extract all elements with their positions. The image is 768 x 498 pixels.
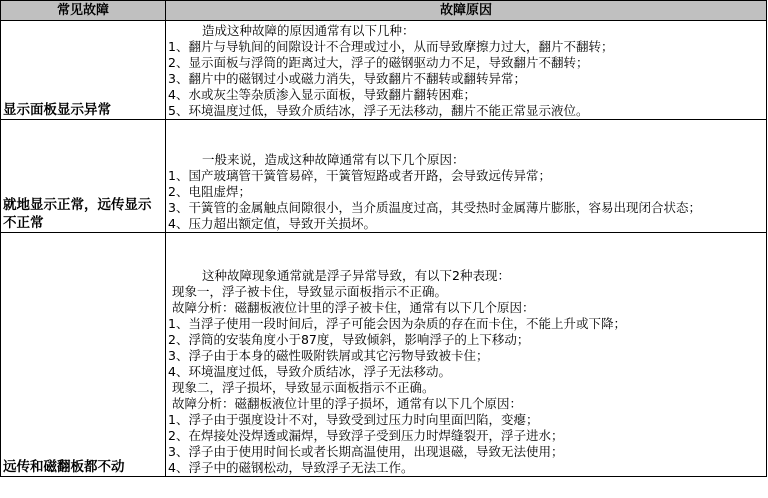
cause-item: 2、显示面板与浮筒的距离过大，浮子的磁钢驱动力不足，导致翻片不翻转； [168,55,589,70]
cause-item: 4、环境温度过低，导致介质结冰，浮子无法移动。 [168,364,451,379]
cause-item: 5、环境温度过低，导致介质结冰，浮子无法移动，翻片不能正常显示液位。 [168,103,589,118]
table-row [1,233,767,477]
header-row [1,1,767,21]
table-row [1,21,767,120]
cause-item: 2、在焊接处没焊透或漏焊，导致浮子受到压力时焊缝裂开，浮子进水； [168,428,564,443]
analysis-heading: 故障分析：磁翻板液位计里的浮子损坏，通常有以下几个原因： [172,396,523,411]
cause-intro: 一般来说，造成这种故障通常有以下几个原因： [202,152,465,167]
cause-item: 2、浮筒的安装角度小于87度，导致倾斜，影响浮子的上下移动； [168,332,530,347]
cause-item: 3、浮子由于使用时间长或者长期高温使用，出现退磁，导致无法使用； [168,444,564,459]
fault-name-cell: 就地显示正常，远传显示不正常 [1,120,166,233]
cause-item: 4、压力超出额定值，导致开关损坏。 [168,216,376,231]
header-common-fault: 常见故障 [1,1,166,21]
cause-item: 3、干簧管的金属触点间隙很小，当介质温度过高，其受热时金属薄片膨胀，容易出现闭合状态； [168,200,701,215]
header-fault-cause: 故障原因 [166,1,767,21]
cause-cell [166,233,767,477]
analysis-heading: 故障分析：磁翻板液位计里的浮子被卡住，通常有以下几个原因： [172,300,535,315]
cause-item: 1、浮子由于强度设计不对，导致受到过压力时向里面凹陷，变瘪； [168,412,539,427]
cause-intro: 这种故障现象通常就是浮子异常导致，有以下2种表现： [202,268,510,283]
phenomenon-heading: 现象二，浮子损坏，导致显示面板指示不正确。 [172,380,435,395]
cause-item: 3、翻片中的磁钢过小或磁力消失，导致翻片不翻转或翻转异常； [168,71,526,86]
cause-item: 1、翻片与导轨间的间隙设计不合理或过小，从而导致摩擦力过大，翻片不翻转； [168,39,614,54]
cause-item: 4、浮子中的磁钢松动，导致浮子无法工作。 [168,460,414,475]
cause-intro: 造成这种故障的原因通常有以下几种： [202,23,415,38]
cause-item: 1、当浮子使用一段时间后，浮子可能会因为杂质的存在而卡住，不能上升或下降； [168,316,626,331]
cause-cell [166,120,767,233]
fault-name-cell: 远传和磁翻板都不动 [1,233,166,477]
cause-item: 2、电阻虚焊； [168,184,251,199]
phenomenon-heading: 现象一，浮子被卡住，导致显示面板指示不正确。 [172,284,448,299]
table-row [1,120,767,233]
cause-item: 1、国产玻璃管干簧管易碎，干簧管短路或者开路，会导致远传异常； [168,168,551,183]
cause-cell [166,21,767,120]
cause-item: 4、水或灰尘等杂质渗入显示面板，导致翻片翻转困难； [168,87,476,102]
fault-name-cell: 显示面板显示异常 [1,21,166,120]
cause-item: 3、浮子由于本身的磁性吸附铁屑或其它污物导致被卡住； [168,348,489,363]
